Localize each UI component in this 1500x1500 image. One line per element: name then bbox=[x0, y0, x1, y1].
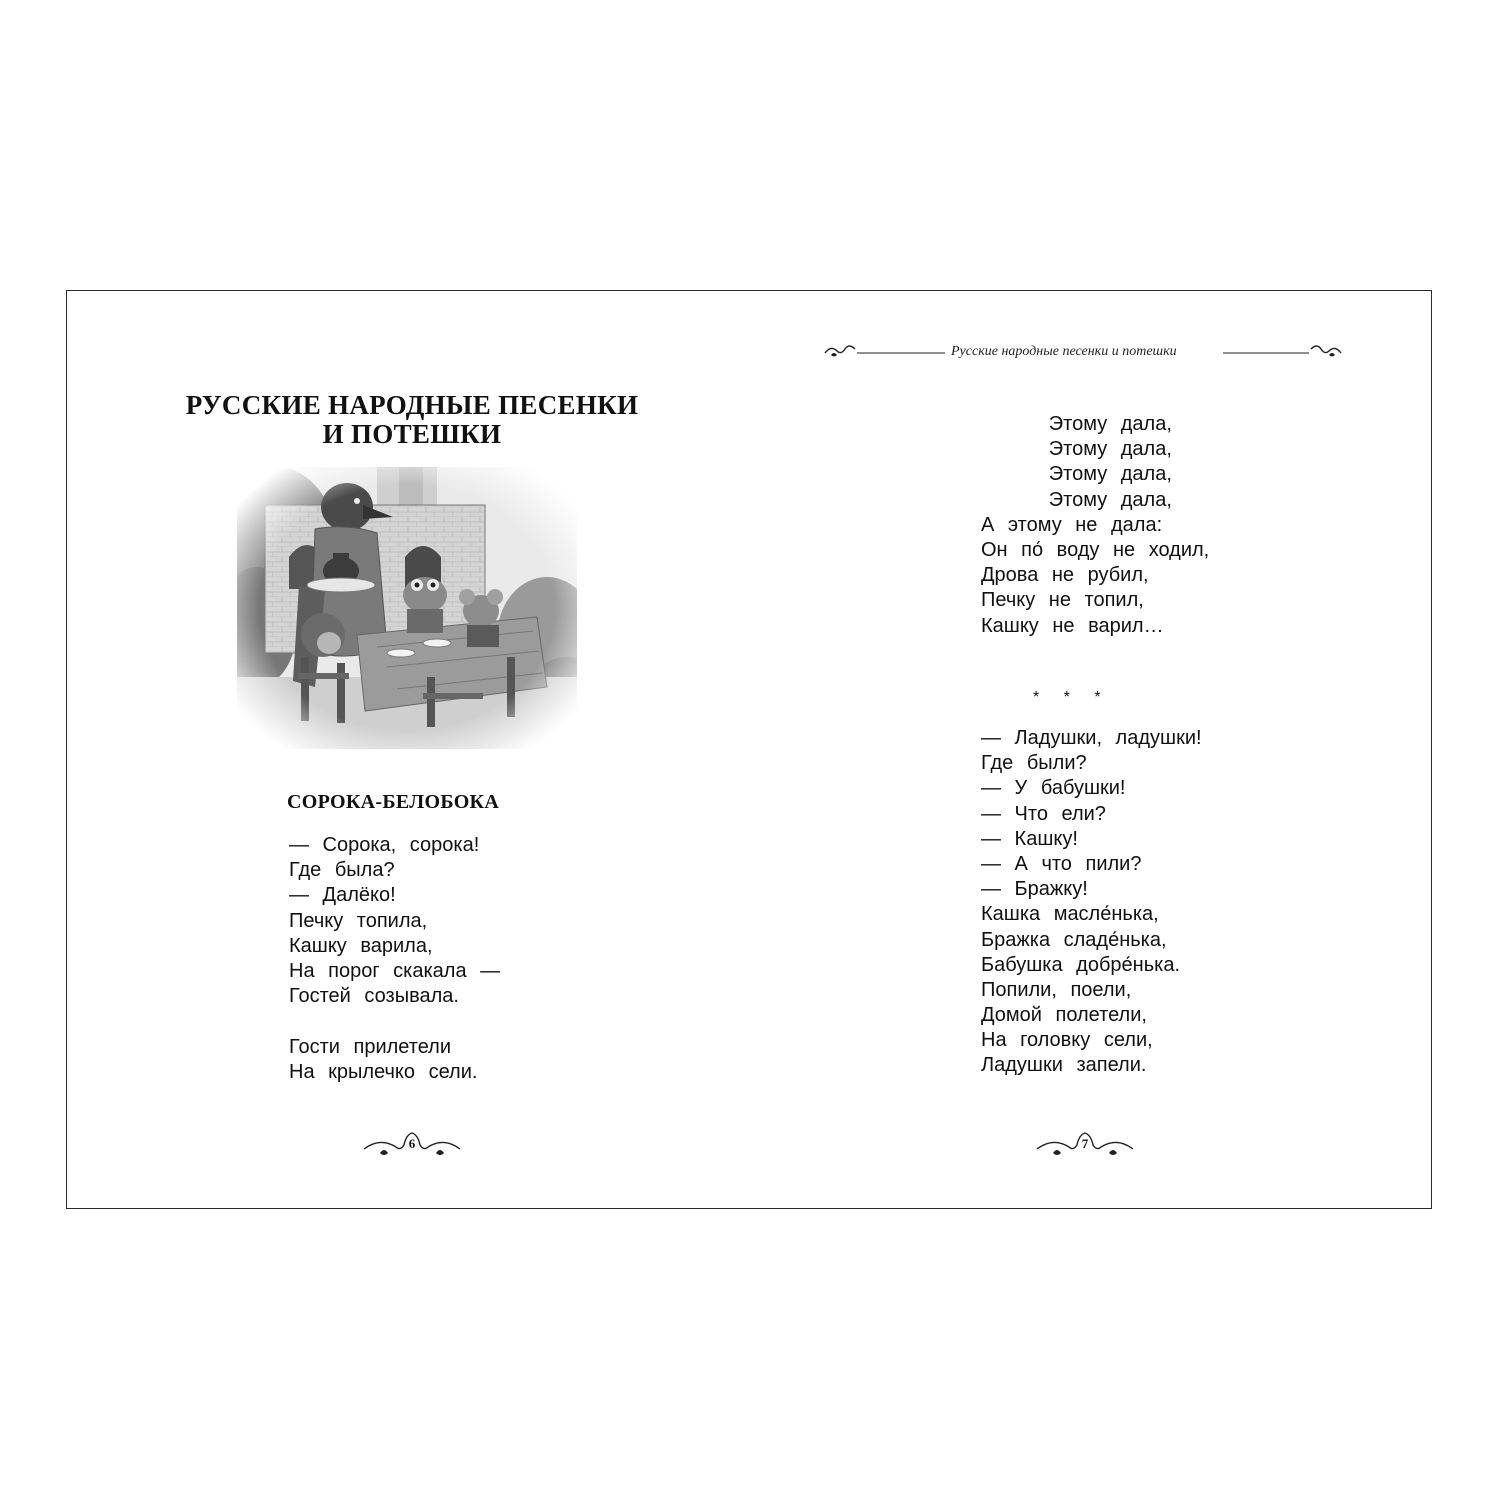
verse-line: Ладушки запели. bbox=[981, 1054, 1147, 1077]
page-number: 6 bbox=[408, 1136, 416, 1151]
book-spread bbox=[66, 290, 1432, 1209]
page-number-right bbox=[1033, 1129, 1137, 1163]
verse-line: На крылечко сели. bbox=[289, 1060, 478, 1083]
verse-line: Кашку не варил… bbox=[981, 614, 1164, 637]
chapter-title-line-1: РУССКИЕ НАРОДНЫЕ ПЕСЕНКИ bbox=[185, 390, 639, 420]
verse-line: Где были? bbox=[981, 752, 1087, 775]
verse-line: Он по́ воду не ходил, bbox=[981, 538, 1210, 561]
verse-line: Этому дала, bbox=[981, 488, 1172, 511]
verse-line: Дрова не рубил, bbox=[981, 564, 1149, 587]
verse-line: — Кашку! bbox=[981, 827, 1078, 850]
illustration-image bbox=[237, 467, 577, 749]
verse-line: На головку сели, bbox=[981, 1029, 1153, 1052]
verse-line: — Что ели? bbox=[981, 802, 1106, 825]
verse-line: Домой полетели, bbox=[981, 1004, 1147, 1027]
verse-line: Бабушка добре́нька. bbox=[981, 953, 1181, 976]
verse-line: Этому дала, bbox=[981, 413, 1172, 435]
running-head-text: Русские народные песенки и потешки bbox=[951, 344, 1177, 359]
verse-line: — Ладушки, ладушки! bbox=[981, 727, 1202, 749]
verse-line: Гостей созывала. bbox=[289, 985, 459, 1008]
verse-line: А этому не дала: bbox=[981, 513, 1163, 536]
running-head bbox=[823, 341, 1343, 365]
verse-line: — Сорока, сорока! bbox=[289, 834, 480, 856]
poem-stanza-left bbox=[289, 833, 500, 1085]
verse-line: Кашка масле́нька, bbox=[981, 903, 1159, 926]
verse-line: Печку топила, bbox=[289, 909, 428, 932]
verse-line: Где была? bbox=[289, 859, 395, 882]
chapter-title-line-2: И ПОТЕШКИ bbox=[322, 419, 502, 449]
verse-line: Этому дала, bbox=[981, 463, 1172, 486]
verse-line: — У бабушки! bbox=[981, 777, 1126, 800]
verse-line: Кашку варила, bbox=[289, 934, 433, 957]
verse-line: Печку не топил, bbox=[981, 589, 1144, 612]
verse-line: — А что пили? bbox=[981, 852, 1142, 875]
verse-line: Гости прилетели bbox=[289, 1035, 451, 1058]
verse-line: Этому дала, bbox=[981, 438, 1172, 461]
verse-line: — Бражку! bbox=[981, 878, 1088, 901]
verse-line: Бражка сладе́нька, bbox=[981, 928, 1167, 951]
page-number: 7 bbox=[1081, 1136, 1089, 1151]
verse-line: Попили, поели, bbox=[981, 978, 1132, 1001]
stanza-gap bbox=[289, 1009, 500, 1034]
poem-stanza-right-1 bbox=[981, 412, 1209, 639]
poem-stanza-right-2 bbox=[981, 726, 1202, 1079]
verse-line: — Далёко! bbox=[289, 884, 396, 907]
poem-title: СОРОКА-БЕЛОБОКА bbox=[287, 791, 500, 813]
page-number-left bbox=[360, 1129, 464, 1163]
chapter-title bbox=[177, 391, 647, 449]
stanza-separator: * * * bbox=[1033, 689, 1111, 706]
verse-line: На порог скакала — bbox=[289, 959, 501, 982]
